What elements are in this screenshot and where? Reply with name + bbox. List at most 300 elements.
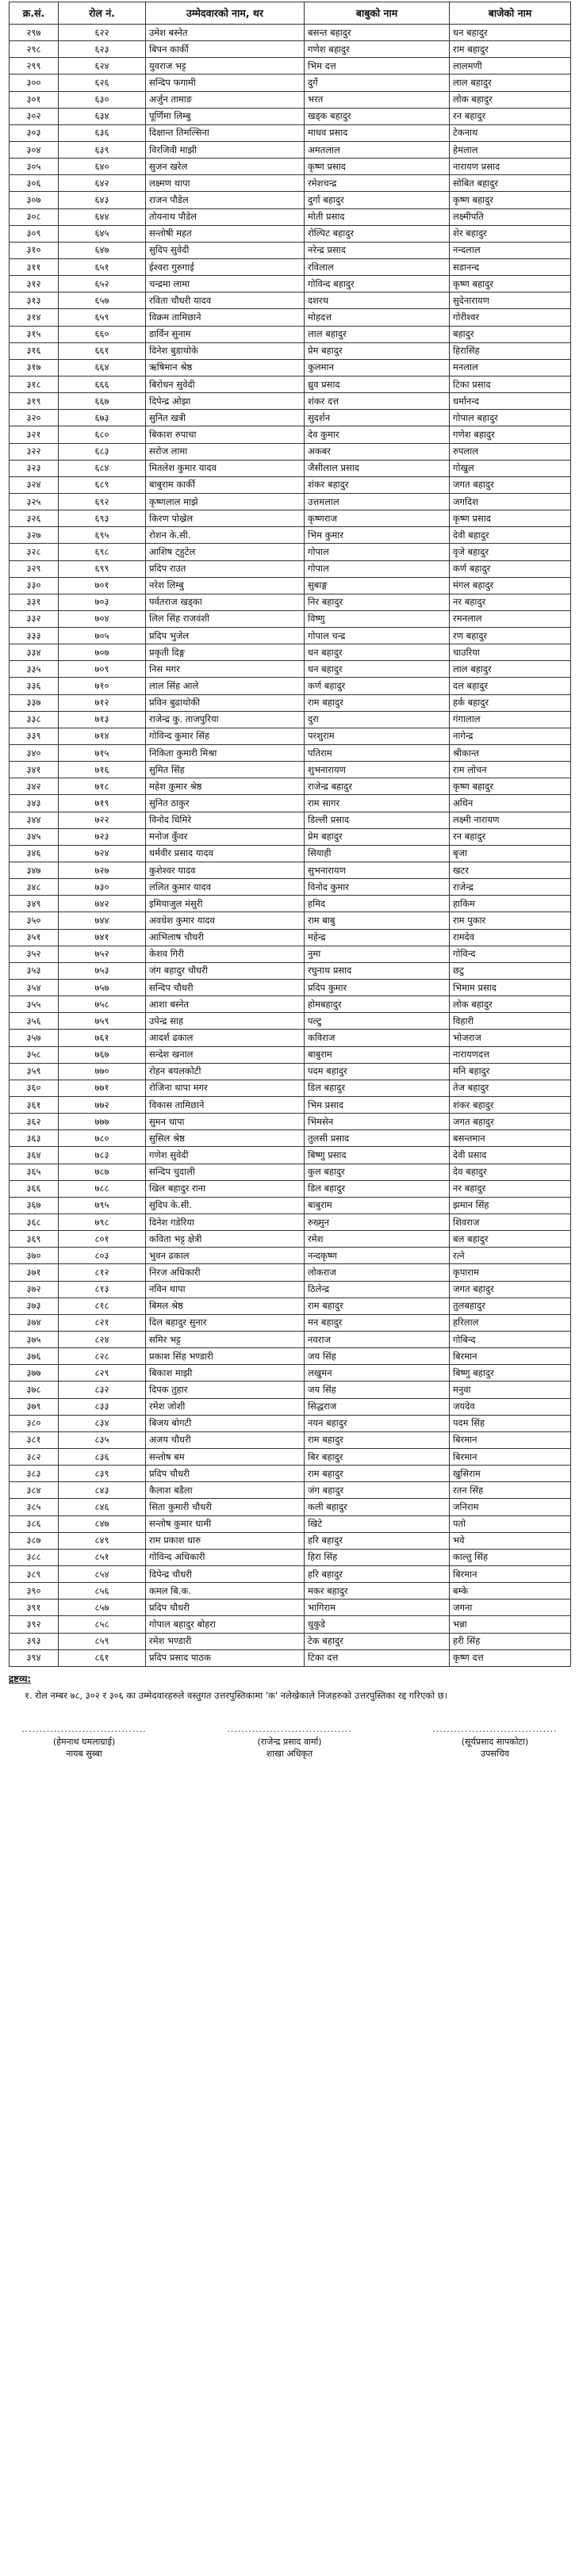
candidate-name-cell: कविता भट्ट क्षेत्री bbox=[146, 1231, 305, 1248]
roll-number-cell: ८४६ bbox=[59, 1499, 146, 1515]
father-name-cell: भिम कुमार bbox=[305, 527, 450, 544]
father-name-cell: गोविन्द बहादुर bbox=[305, 276, 450, 292]
serial-cell: ३१२ bbox=[10, 276, 59, 292]
father-name-cell: कुलमान bbox=[305, 359, 450, 376]
table-row bbox=[10, 1348, 571, 1365]
table-row bbox=[10, 1382, 571, 1398]
table-row bbox=[10, 694, 571, 711]
serial-cell: ३७१ bbox=[10, 1264, 59, 1281]
father-name-cell: दुरा bbox=[305, 711, 450, 728]
roll-number-cell: ८०३ bbox=[59, 1248, 146, 1264]
table-row bbox=[10, 410, 571, 426]
signature-line: ................................... bbox=[432, 1723, 558, 1734]
table-row bbox=[10, 1046, 571, 1063]
grandfather-name-cell: लोक बहादुर bbox=[450, 996, 571, 1013]
grandfather-name-cell: देवी बहादुर bbox=[450, 527, 571, 544]
serial-cell: ३५६ bbox=[10, 1013, 59, 1030]
father-name-cell: रमेश bbox=[305, 1231, 450, 1248]
candidate-name-cell: दिपेन्द्र ओझा bbox=[146, 393, 305, 410]
table-row bbox=[10, 75, 571, 91]
table-row bbox=[10, 594, 571, 610]
father-name-cell: धन बहादुर bbox=[305, 661, 450, 678]
table-row bbox=[10, 1130, 571, 1147]
candidate-name-cell: गणेश सुवेदी bbox=[146, 1147, 305, 1164]
roll-number-cell: ६५७ bbox=[59, 292, 146, 309]
grandfather-name-cell: खटर bbox=[450, 862, 571, 879]
grandfather-name-cell: हरिलाल bbox=[450, 1314, 571, 1331]
serial-cell: ३१८ bbox=[10, 376, 59, 392]
roll-number-cell: ७१२ bbox=[59, 694, 146, 711]
candidate-name-cell: विक्रम तामिछाने bbox=[146, 309, 305, 326]
serial-cell: ३९३ bbox=[10, 1633, 59, 1649]
table-row bbox=[10, 1080, 571, 1096]
grandfather-name-cell: तेज बहादुर bbox=[450, 1080, 571, 1096]
roll-number-cell: ६६७ bbox=[59, 393, 146, 410]
father-name-cell: अमतलाल bbox=[305, 141, 450, 158]
grandfather-name-cell: पतो bbox=[450, 1515, 571, 1532]
candidate-name-cell: कैलाश बडैला bbox=[146, 1482, 305, 1499]
table-row bbox=[10, 962, 571, 979]
table-row bbox=[10, 778, 571, 795]
roll-number-cell: ८६१ bbox=[59, 1649, 146, 1666]
grandfather-name-cell: नर बहादुर bbox=[450, 1180, 571, 1197]
table-row bbox=[10, 1549, 571, 1565]
roll-number-cell: ७८७ bbox=[59, 1164, 146, 1180]
candidate-name-cell: राम प्रकाश धारु bbox=[146, 1532, 305, 1549]
candidate-name-cell: महेश कुमार श्रेष्ठ bbox=[146, 778, 305, 795]
grandfather-name-cell: जगत बहादुर bbox=[450, 476, 571, 493]
candidate-name-cell: सन्तोष कुमार धामी bbox=[146, 1515, 305, 1532]
roll-number-cell: ६५२ bbox=[59, 276, 146, 292]
table-row bbox=[10, 1599, 571, 1616]
father-name-cell: हरि बहादुर bbox=[305, 1532, 450, 1549]
grandfather-name-cell: जगदिश bbox=[450, 493, 571, 510]
candidate-name-cell: कृष्णलाल माझे bbox=[146, 493, 305, 510]
candidate-name-cell: विनोद धिमिरे bbox=[146, 812, 305, 828]
table-row bbox=[10, 1532, 571, 1549]
candidate-name-cell: नरेश लिम्बु bbox=[146, 577, 305, 594]
serial-cell: ३८० bbox=[10, 1415, 59, 1431]
father-name-cell: हरि बहादुर bbox=[305, 1565, 450, 1582]
roll-number-cell: ६६० bbox=[59, 326, 146, 342]
header-candidate-name: उम्मेदवारको नाम, थर bbox=[146, 2, 305, 25]
roll-number-cell: ६९३ bbox=[59, 510, 146, 527]
roll-number-cell: ६३६ bbox=[59, 124, 146, 141]
candidate-name-cell: रविता चौधरी यादव bbox=[146, 292, 305, 309]
roll-number-cell: ६४५ bbox=[59, 225, 146, 242]
grandfather-name-cell: रन बहादुर bbox=[450, 108, 571, 124]
grandfather-name-cell: श्रीकान्त bbox=[450, 745, 571, 762]
table-row bbox=[10, 1164, 571, 1180]
serial-cell: ३०५ bbox=[10, 159, 59, 175]
candidate-name-cell: मनोज कुँवर bbox=[146, 828, 305, 845]
serial-cell: २९७ bbox=[10, 25, 59, 41]
father-name-cell: सुदर्शन bbox=[305, 410, 450, 426]
table-row bbox=[10, 1633, 571, 1649]
father-name-cell: मोहदत्त bbox=[305, 309, 450, 326]
table-row bbox=[10, 476, 571, 493]
grandfather-name-cell: लोक बहादुर bbox=[450, 91, 571, 108]
signature-2 bbox=[214, 1724, 365, 1760]
table-row bbox=[10, 1515, 571, 1532]
father-name-cell: जैसीलाल प्रसाद bbox=[305, 460, 450, 476]
grandfather-name-cell: गोपाल बहादुर bbox=[450, 410, 571, 426]
serial-cell: ३४५ bbox=[10, 828, 59, 845]
serial-cell: ३६६ bbox=[10, 1180, 59, 1197]
table-row bbox=[10, 91, 571, 108]
grandfather-name-cell: लालमणी bbox=[450, 58, 571, 75]
signatory-title: नायब सुब्बा bbox=[66, 1748, 102, 1759]
roll-number-cell: ६४७ bbox=[59, 242, 146, 258]
table-row bbox=[10, 1264, 571, 1281]
candidate-name-cell: उमेश बस्नेत bbox=[146, 25, 305, 41]
father-name-cell: राम बहादुर bbox=[305, 1466, 450, 1482]
signatory-name: (सूर्यप्रसाद सापकोटा) bbox=[461, 1736, 529, 1747]
candidate-name-cell: लाल सिंह आले bbox=[146, 678, 305, 694]
father-name-cell: गोपाल bbox=[305, 560, 450, 577]
serial-cell: ३६९ bbox=[10, 1231, 59, 1248]
roll-number-cell: ६२३ bbox=[59, 41, 146, 58]
serial-cell: २९९ bbox=[10, 58, 59, 75]
father-name-cell: धन बहादुर bbox=[305, 644, 450, 661]
serial-cell: ३७९ bbox=[10, 1398, 59, 1415]
candidate-name-cell: आशा बस्नेत bbox=[146, 996, 305, 1013]
table-row bbox=[10, 326, 571, 342]
candidate-name-cell: भुवन ढकाल bbox=[146, 1248, 305, 1264]
father-name-cell: नरेन्द्र प्रसाद bbox=[305, 242, 450, 258]
father-name-cell: उत्तमलाल bbox=[305, 493, 450, 510]
roll-number-cell: ७१५ bbox=[59, 745, 146, 762]
grandfather-name-cell: विहारी bbox=[450, 1013, 571, 1030]
roll-number-cell: ८३४ bbox=[59, 1415, 146, 1431]
father-name-cell: विष्णु bbox=[305, 610, 450, 627]
serial-cell: ३२७ bbox=[10, 527, 59, 544]
serial-cell: ३७४ bbox=[10, 1314, 59, 1331]
table-row bbox=[10, 376, 571, 392]
candidate-name-cell: सुनित खत्री bbox=[146, 410, 305, 426]
candidate-name-cell: ईश्वरा गुरुगाई bbox=[146, 258, 305, 275]
father-name-cell: लोकराज bbox=[305, 1264, 450, 1281]
serial-cell: ३९० bbox=[10, 1583, 59, 1599]
table-row bbox=[10, 610, 571, 627]
candidate-name-cell: सुजन खरेल bbox=[146, 159, 305, 175]
roll-number-cell: ७०७ bbox=[59, 644, 146, 661]
serial-cell: ३७३ bbox=[10, 1298, 59, 1314]
serial-cell: ३१३ bbox=[10, 292, 59, 309]
grandfather-name-cell: राम पुकार bbox=[450, 912, 571, 929]
father-name-cell: गोपाल चन्द्र bbox=[305, 628, 450, 644]
candidate-name-cell: जंग बहादुर चौधरी bbox=[146, 962, 305, 979]
serial-cell: ३२० bbox=[10, 410, 59, 426]
roll-number-cell: ७५२ bbox=[59, 946, 146, 962]
serial-cell: ३६८ bbox=[10, 1213, 59, 1230]
candidate-name-cell: बिरोधन सुवेदी bbox=[146, 376, 305, 392]
candidate-name-cell: ललित कुमार यादव bbox=[146, 879, 305, 896]
serial-cell: ३४१ bbox=[10, 762, 59, 778]
roll-number-cell: ८१३ bbox=[59, 1281, 146, 1298]
roll-number-cell: ७४४ bbox=[59, 912, 146, 929]
serial-cell: ३३२ bbox=[10, 610, 59, 627]
table-row bbox=[10, 1213, 571, 1230]
roll-number-cell: ८५८ bbox=[59, 1616, 146, 1633]
serial-cell: ३९१ bbox=[10, 1599, 59, 1616]
father-name-cell: बसन्त बहादुर bbox=[305, 25, 450, 41]
signature-3 bbox=[420, 1724, 570, 1760]
candidate-name-cell: निस मगर bbox=[146, 661, 305, 678]
father-name-cell: भरत bbox=[305, 91, 450, 108]
table-row bbox=[10, 141, 571, 158]
grandfather-name-cell: धर्मानन्द bbox=[450, 393, 571, 410]
grandfather-name-cell: छटु bbox=[450, 962, 571, 979]
signatory-title: उपसचिव bbox=[481, 1748, 509, 1759]
table-row bbox=[10, 1298, 571, 1314]
signatory-title: शाखा अधिकृत bbox=[266, 1748, 313, 1759]
notes-section bbox=[9, 1673, 570, 1702]
results-table bbox=[9, 2, 571, 1667]
candidate-name-cell: प्रविन बुढाथोकी bbox=[146, 694, 305, 711]
candidate-name-cell: सन्दिप चौधरी bbox=[146, 980, 305, 996]
table-row bbox=[10, 426, 571, 443]
candidate-name-cell: निरज अधिकारी bbox=[146, 1264, 305, 1281]
father-name-cell: परशुराम bbox=[305, 728, 450, 744]
father-name-cell: देव कुमार bbox=[305, 426, 450, 443]
candidate-name-cell: राजेन्द्र कु. ताजपुरिया bbox=[146, 711, 305, 728]
father-name-cell: शंकर दत्त bbox=[305, 393, 450, 410]
father-name-cell: बाबुराम bbox=[305, 1046, 450, 1063]
candidate-name-cell: सन्तोषी महत bbox=[146, 225, 305, 242]
serial-cell: ३७० bbox=[10, 1248, 59, 1264]
grandfather-name-cell: राम लोचन bbox=[450, 762, 571, 778]
candidate-name-cell: किरण पोख्रेल bbox=[146, 510, 305, 527]
grandfather-name-cell: वृजे बहादुर bbox=[450, 544, 571, 560]
roll-number-cell: ८०१ bbox=[59, 1231, 146, 1248]
roll-number-cell: ६४४ bbox=[59, 208, 146, 225]
serial-cell: ३३९ bbox=[10, 728, 59, 744]
grandfather-name-cell: रुपलाल bbox=[450, 443, 571, 460]
grandfather-name-cell: जनिराम bbox=[450, 1499, 571, 1515]
candidate-name-cell: विकास तामिछाने bbox=[146, 1097, 305, 1114]
grandfather-name-cell: भिमाम प्रसाद bbox=[450, 980, 571, 996]
grandfather-name-cell: रमनलाल bbox=[450, 610, 571, 627]
father-name-cell: सुभनारायण bbox=[305, 862, 450, 879]
grandfather-name-cell: मनलाल bbox=[450, 359, 571, 376]
candidate-name-cell: युवराज भट्ट bbox=[146, 58, 305, 75]
candidate-name-cell: नविन थापा bbox=[146, 1281, 305, 1298]
table-row bbox=[10, 1583, 571, 1599]
serial-cell: ३८३ bbox=[10, 1466, 59, 1482]
table-row bbox=[10, 1030, 571, 1046]
roll-number-cell: ६२२ bbox=[59, 25, 146, 41]
serial-cell: ३१५ bbox=[10, 326, 59, 342]
table-row bbox=[10, 912, 571, 929]
table-row bbox=[10, 896, 571, 912]
table-row bbox=[10, 1565, 571, 1582]
serial-cell: ३५७ bbox=[10, 1030, 59, 1046]
roll-number-cell: ६४० bbox=[59, 159, 146, 175]
grandfather-name-cell: सुदेनारायण bbox=[450, 292, 571, 309]
candidate-name-cell: बिकाश माझी bbox=[146, 1365, 305, 1382]
father-name-cell: बिर बहादुर bbox=[305, 1448, 450, 1465]
roll-number-cell: ८४७ bbox=[59, 1515, 146, 1532]
father-name-cell: सुबाङ्ग bbox=[305, 577, 450, 594]
roll-number-cell: ७८० bbox=[59, 1130, 146, 1147]
grandfather-name-cell: भवे bbox=[450, 1532, 571, 1549]
roll-number-cell: ८२९ bbox=[59, 1365, 146, 1382]
grandfather-name-cell: जगना bbox=[450, 1599, 571, 1616]
serial-cell: ३८७ bbox=[10, 1532, 59, 1549]
father-name-cell: कुल बहादुर bbox=[305, 1164, 450, 1180]
roll-number-cell: ८२८ bbox=[59, 1348, 146, 1365]
grandfather-name-cell: लाल बहादुर bbox=[450, 661, 571, 678]
serial-cell: ३०६ bbox=[10, 175, 59, 192]
candidate-name-cell: दिपक तुहार bbox=[146, 1382, 305, 1398]
header-roll-number: रोल नं. bbox=[59, 2, 146, 25]
father-name-cell: डिल बहादुर bbox=[305, 1080, 450, 1096]
table-row bbox=[10, 1281, 571, 1298]
candidate-name-cell: प्रदिप भुजेल bbox=[146, 628, 305, 644]
roll-number-cell: ७५७ bbox=[59, 980, 146, 996]
father-name-cell: पतिराम bbox=[305, 745, 450, 762]
table-row bbox=[10, 1013, 571, 1030]
grandfather-name-cell: गोविन्द bbox=[450, 946, 571, 962]
roll-number-cell: ६२६ bbox=[59, 75, 146, 91]
father-name-cell: टिका दत्त bbox=[305, 1649, 450, 1666]
candidate-name-cell: ऋषिमान श्रेष्ठ bbox=[146, 359, 305, 376]
father-name-cell: कृष्ण प्रसाद bbox=[305, 159, 450, 175]
serial-cell: ३२४ bbox=[10, 476, 59, 493]
table-row bbox=[10, 946, 571, 962]
serial-cell: ३९४ bbox=[10, 1649, 59, 1666]
grandfather-name-cell: हाकिम bbox=[450, 896, 571, 912]
roll-number-cell: ६४२ bbox=[59, 175, 146, 192]
candidate-name-cell: सुसिल श्रेष्ठ bbox=[146, 1130, 305, 1147]
candidate-name-cell: मितलेश कुमार यादव bbox=[146, 460, 305, 476]
roll-number-cell: ६६४ bbox=[59, 359, 146, 376]
table-row bbox=[10, 1248, 571, 1264]
roll-number-cell: ६४३ bbox=[59, 192, 146, 208]
candidate-name-cell: गोविन्द अधिकारी bbox=[146, 1549, 305, 1565]
serial-cell: ३३५ bbox=[10, 661, 59, 678]
roll-number-cell: ६३९ bbox=[59, 141, 146, 158]
grandfather-name-cell: रामदेव bbox=[450, 929, 571, 946]
table-row bbox=[10, 359, 571, 376]
table-row bbox=[10, 342, 571, 359]
grandfather-name-cell: जयदेव bbox=[450, 1398, 571, 1415]
father-name-cell: तुलसी प्रसाद bbox=[305, 1130, 450, 1147]
roll-number-cell: ८५७ bbox=[59, 1599, 146, 1616]
notes-heading: द्रष्टव्य: bbox=[9, 1672, 32, 1684]
candidate-name-cell: सुमन थापा bbox=[146, 1114, 305, 1130]
grandfather-name-cell: नर बहादुर bbox=[450, 594, 571, 610]
roll-number-cell: ७७१ bbox=[59, 1080, 146, 1096]
candidate-name-cell: अजय चौधरी bbox=[146, 1431, 305, 1448]
roll-number-cell: ८३३ bbox=[59, 1398, 146, 1415]
candidate-name-cell: रोजिना थापा मगर bbox=[146, 1080, 305, 1096]
table-row bbox=[10, 510, 571, 527]
grandfather-name-cell: रण बहादुर bbox=[450, 628, 571, 644]
serial-cell: ३२९ bbox=[10, 560, 59, 577]
father-name-cell: मकर बहादुर bbox=[305, 1583, 450, 1599]
grandfather-name-cell: गंगालाल bbox=[450, 711, 571, 728]
serial-cell: ३५१ bbox=[10, 929, 59, 946]
candidate-name-cell: बिपन कार्की bbox=[146, 41, 305, 58]
table-row bbox=[10, 1649, 571, 1666]
father-name-cell: सियाही bbox=[305, 845, 450, 862]
father-name-cell: लखुमन bbox=[305, 1365, 450, 1382]
grandfather-name-cell: रत्ने bbox=[450, 1248, 571, 1264]
table-row bbox=[10, 242, 571, 258]
grandfather-name-cell: पदम सिंह bbox=[450, 1415, 571, 1431]
candidate-name-cell: सरोज लामा bbox=[146, 443, 305, 460]
father-name-cell: डिल्ली प्रसाद bbox=[305, 812, 450, 828]
grandfather-name-cell: झमान सिंह bbox=[450, 1197, 571, 1213]
table-row bbox=[10, 929, 571, 946]
serial-cell: ३४९ bbox=[10, 896, 59, 912]
table-row bbox=[10, 1331, 571, 1347]
grandfather-name-cell: नारायण प्रसाद bbox=[450, 159, 571, 175]
roll-number-cell: ८३६ bbox=[59, 1448, 146, 1465]
father-name-cell: बाबुराम bbox=[305, 1197, 450, 1213]
grandfather-name-cell: भन्ना bbox=[450, 1616, 571, 1633]
roll-number-cell: ७६१ bbox=[59, 1030, 146, 1046]
table-row bbox=[10, 1180, 571, 1197]
table-row bbox=[10, 309, 571, 326]
father-name-cell: रविलाल bbox=[305, 258, 450, 275]
father-name-cell: रघुनाथ प्रसाद bbox=[305, 962, 450, 979]
candidate-name-cell: तोयनाथ पौडेल bbox=[146, 208, 305, 225]
father-name-cell: रुख्मुन bbox=[305, 1213, 450, 1230]
table-row bbox=[10, 460, 571, 476]
roll-number-cell: ७२४ bbox=[59, 845, 146, 862]
father-name-cell: राम बहादुर bbox=[305, 1431, 450, 1448]
candidate-name-cell: विरजिवी माझी bbox=[146, 141, 305, 158]
note-item: १. रोल नम्बर ७८, ३०२ र ३०६ का उम्मेदवारहरुले वस्तुगत उत्तरपुस्तिकामा 'क' नलेखेकाले निजहरुको उत्तरपुस्तिका रद्द गरिएको छ। bbox=[25, 1689, 448, 1701]
grandfather-name-cell: बहादुर bbox=[450, 326, 571, 342]
table-row bbox=[10, 1365, 571, 1382]
serial-cell: ३५० bbox=[10, 912, 59, 929]
grandfather-name-cell: शंकर बहादुर bbox=[450, 1097, 571, 1114]
father-name-cell: दुर्गा बहादुर bbox=[305, 192, 450, 208]
roll-number-cell: ८४३ bbox=[59, 1482, 146, 1499]
roll-number-cell: ६५९ bbox=[59, 309, 146, 326]
serial-cell: ३३३ bbox=[10, 628, 59, 644]
grandfather-name-cell: बिरमान bbox=[450, 1448, 571, 1465]
serial-cell: ३४३ bbox=[10, 795, 59, 812]
grandfather-name-cell: शिवराज bbox=[450, 1213, 571, 1230]
roll-number-cell: ७९५ bbox=[59, 1197, 146, 1213]
father-name-cell: हमिद bbox=[305, 896, 450, 912]
table-row bbox=[10, 1147, 571, 1164]
serial-cell: ३८२ bbox=[10, 1448, 59, 1465]
table-row bbox=[10, 1415, 571, 1431]
grandfather-name-cell: चाउरिया bbox=[450, 644, 571, 661]
father-name-cell: भिम दत्त bbox=[305, 58, 450, 75]
candidate-name-cell: खिल बहादुर राना bbox=[146, 1180, 305, 1197]
father-name-cell: नन्दकृष्ण bbox=[305, 1248, 450, 1264]
table-row bbox=[10, 1398, 571, 1415]
father-name-cell: जय सिंह bbox=[305, 1348, 450, 1365]
grandfather-name-cell: हर्क बहादुर bbox=[450, 694, 571, 711]
grandfather-name-cell: राजेन्द्र bbox=[450, 879, 571, 896]
grandfather-name-cell: देवी प्रसाद bbox=[450, 1147, 571, 1164]
roll-number-cell: ७१३ bbox=[59, 711, 146, 728]
father-name-cell: हिरा सिंह bbox=[305, 1549, 450, 1565]
grandfather-name-cell: देव बहादुर bbox=[450, 1164, 571, 1180]
serial-cell: ३१७ bbox=[10, 359, 59, 376]
roll-number-cell: ६८० bbox=[59, 426, 146, 443]
roll-number-cell: ६६६ bbox=[59, 376, 146, 392]
table-row bbox=[10, 678, 571, 694]
